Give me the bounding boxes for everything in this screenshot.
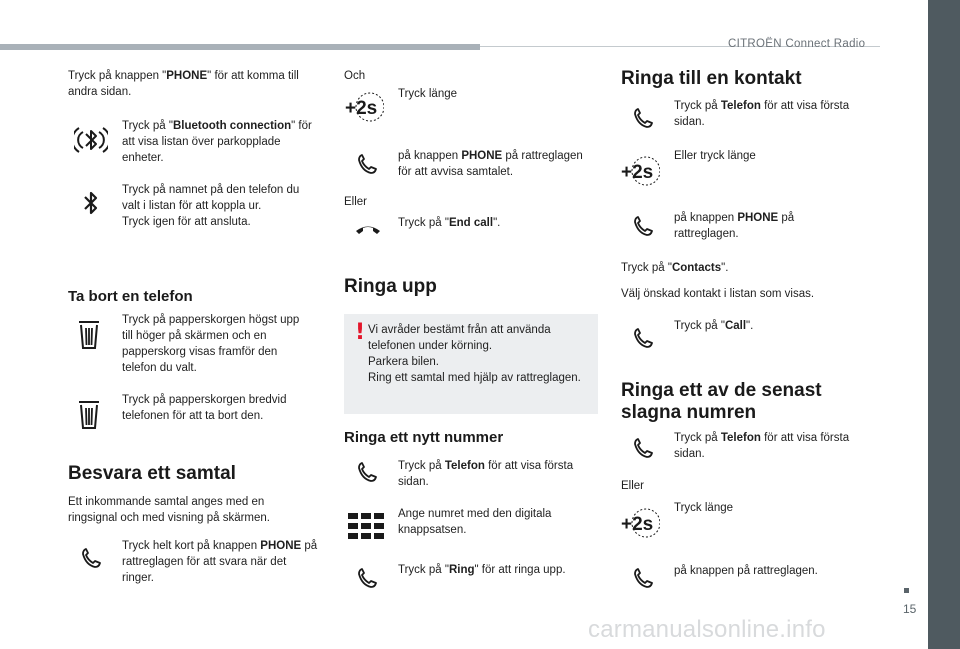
pair-text: Tryck på namnet på den telefon du valt i listan för att koppla ur. Tryck igen för att ansluta. bbox=[122, 184, 300, 228]
bluetooth-icon bbox=[82, 188, 100, 220]
contact-telefon-text: Tryck på Telefon för att visa första sidan. bbox=[674, 100, 850, 128]
phone-button-icon bbox=[632, 566, 656, 590]
call-text: Tryck på "Call". bbox=[674, 320, 754, 332]
long-press-2s-icon bbox=[620, 154, 660, 188]
phone-button-icon bbox=[632, 436, 656, 460]
wheel-button-text: på knappen på rattreglagen. bbox=[674, 565, 818, 577]
page-number: 15 bbox=[903, 602, 917, 616]
trash-icon bbox=[78, 320, 100, 350]
reject-text: på knappen PHONE på rattreglagen för att avvisa samtalet. bbox=[398, 150, 583, 178]
bluetooth-text: Tryck på "Bluetooth connection" för att visa listan över parkopplade enheter. bbox=[122, 120, 312, 164]
page-marker bbox=[904, 588, 909, 593]
phone-button-icon bbox=[632, 214, 656, 238]
dial-heading: Ringa upp bbox=[344, 276, 437, 297]
phone-button-icon bbox=[632, 106, 656, 130]
warning-text: Vi avråder bestämt från att använda telefonen under körning. Parkera bilen. Ring ett samtal med hjälp av rattreglagen. bbox=[368, 324, 581, 384]
warning-icon: ! bbox=[355, 320, 366, 345]
contacts-text: Tryck på "Contacts". bbox=[621, 262, 729, 274]
or-long-press-label: Eller tryck länge bbox=[674, 150, 756, 162]
end-call-icon bbox=[354, 222, 382, 236]
phone-button-icon bbox=[80, 546, 104, 570]
answer-intro: Ett inkommande samtal anges med en ringsignal och med visning på skärmen. bbox=[68, 496, 270, 524]
answer-text: Tryck helt kort på knappen PHONE på rattreglagen för att svara när det ringer. bbox=[122, 540, 318, 584]
eller-label: Eller bbox=[344, 196, 368, 208]
bluetooth-connection-icon bbox=[74, 124, 108, 164]
recent-numbers-heading: Ringa ett av de senast slagna numren bbox=[621, 380, 822, 423]
phone-button-icon bbox=[632, 326, 656, 350]
ring-text: Tryck på "Ring" för att ringa upp. bbox=[398, 564, 566, 576]
svg-text:+2s: +2s bbox=[621, 514, 654, 535]
trash-text-1: Tryck på papperskorgen högst upp till höger på skärmen och en papperskorg visas framför den telefon du valt. bbox=[122, 314, 300, 374]
och-label: Och bbox=[344, 70, 366, 82]
intro-paragraph: Tryck på knappen "PHONE" för att komma till andra sidan. bbox=[68, 70, 299, 98]
long-press-2s-icon bbox=[344, 90, 384, 124]
answer-call-heading: Besvara ett samtal bbox=[68, 463, 236, 484]
phone-button-icon bbox=[356, 566, 380, 590]
header-rule bbox=[0, 44, 480, 50]
phone-button-icon bbox=[356, 460, 380, 484]
telefon-text: Tryck på Telefon för att visa första sidan. bbox=[398, 460, 574, 488]
header-title: CITROËN Connect Radio bbox=[728, 38, 866, 50]
page-edge-bar bbox=[928, 0, 960, 649]
watermark: carmanualsonline.info bbox=[588, 616, 826, 643]
end-call-text: Tryck på "End call". bbox=[398, 217, 501, 229]
keypad-icon bbox=[348, 512, 384, 540]
keypad-text: Ange numret med den digitala knappsatsen. bbox=[398, 508, 552, 536]
long-press-label: Tryck länge bbox=[398, 88, 458, 100]
contact-heading: Ringa till en kontakt bbox=[621, 68, 802, 89]
new-number-heading: Ringa ett nytt nummer bbox=[344, 429, 504, 446]
svg-text:+2s: +2s bbox=[621, 162, 654, 183]
svg-text:+2s: +2s bbox=[345, 98, 378, 119]
recent-telefon-text: Tryck på Telefon för att visa första sidan. bbox=[674, 432, 850, 460]
long-press-label: Tryck länge bbox=[674, 502, 734, 514]
trash-text-2: Tryck på papperskorgen bredvid telefonen för att ta bort den. bbox=[122, 394, 287, 422]
phone-button-icon bbox=[356, 152, 380, 176]
phone-wheel-text: på knappen PHONE på rattreglagen. bbox=[674, 212, 795, 240]
trash-icon bbox=[78, 400, 100, 430]
eller-label: Eller bbox=[621, 480, 645, 492]
long-press-2s-icon bbox=[620, 506, 660, 540]
choose-contact-text: Välj önskad kontakt i listan som visas. bbox=[621, 288, 815, 300]
remove-phone-heading: Ta bort en telefon bbox=[68, 288, 193, 305]
